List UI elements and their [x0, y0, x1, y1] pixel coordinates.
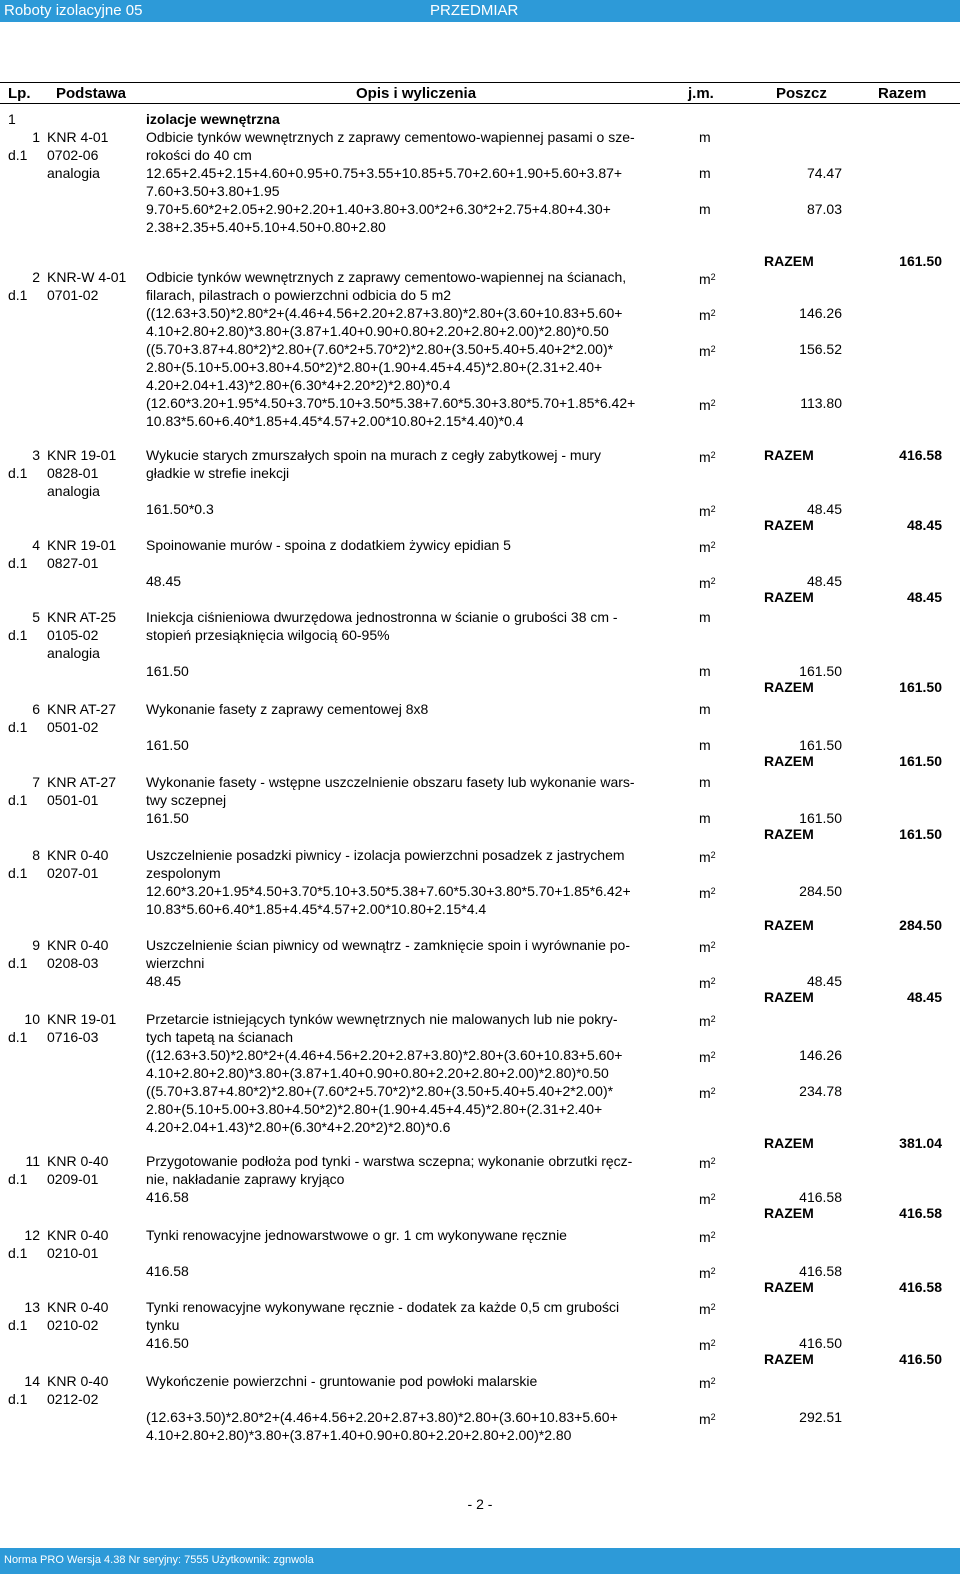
calc-unit: $m^2$: [699, 1049, 716, 1065]
razem-total: 416.50: [899, 1351, 942, 1367]
item-basis-line: KNR AT-27: [47, 774, 116, 790]
item-basis-line: KNR 19-01: [47, 447, 117, 463]
item-description-line: Wykończenie powierzchni - gruntowanie pod powłoki malarskie: [146, 1373, 538, 1389]
razem-total: 48.45: [906, 517, 942, 533]
item-d-label: d.1: [8, 792, 28, 808]
item-basis-line: KNR 0-40: [47, 1227, 109, 1243]
item-basis-line: 0501-01: [47, 792, 99, 808]
item-number: 5: [32, 609, 40, 625]
item-basis-line: KNR 0-40: [47, 847, 109, 863]
calc-value: 416.50: [799, 1335, 842, 1351]
item-description-line: Wykonanie fasety - wstępne uszczelnienie obszaru fasety lub wykonanie wars-: [146, 774, 635, 790]
item-description-line: Tynki renowacyjne jednowarstwowe o gr. 1 cm wykonywane ręcznie: [146, 1227, 567, 1243]
item-basis-line: 0210-02: [47, 1317, 99, 1333]
item-number: 8: [32, 847, 40, 863]
calc-value: 146.26: [799, 1047, 842, 1063]
razem-label: RAZEM: [764, 1279, 814, 1295]
item-number: 12: [24, 1227, 40, 1243]
razem-label: RAZEM: [764, 917, 814, 933]
item-d-label: d.1: [8, 1029, 28, 1045]
calc-value: 416.58: [799, 1189, 842, 1205]
item-basis-line: KNR-W 4-01: [47, 269, 127, 285]
page-number: - 2 -: [467, 1496, 493, 1512]
calc-unit: $m^2$: [699, 1411, 716, 1427]
item-d-label: d.1: [8, 1171, 28, 1187]
item-number: 14: [24, 1373, 40, 1389]
razem-total: 284.50: [899, 917, 942, 933]
item-description-line: rokości do 40 cm: [146, 147, 252, 163]
item-d-label: d.1: [8, 465, 28, 481]
calc-line: 12.60*3.20+1.95*4.50+3.70*5.10+3.50*5.38+7.60*5.30+3.80*5.70+1.85*6.42+: [146, 883, 631, 899]
calc-line: 48.45: [146, 973, 182, 989]
calc-line: 416.58: [146, 1263, 189, 1279]
razem-label: RAZEM: [764, 1135, 814, 1151]
calc-line: 4.10+2.80+2.80)*3.80+(3.87+1.40+0.90+0.80+2.20+2.80+2.00)*2.80)*0.50: [146, 323, 609, 339]
calc-value: 74.47: [806, 165, 842, 181]
page-footer-bar: [0, 1548, 960, 1574]
item-number: 13: [24, 1299, 40, 1315]
calc-line: ((5.70+3.87+4.80*2)*2.80+(7.60*2+5.70*2)*2.80+(3.50+5.40+5.40+2*2.00)*: [146, 1083, 614, 1099]
calc-unit: m: [699, 201, 711, 217]
calc-line: ((12.63+3.50)*2.80*2+(4.46+4.56+2.20+2.87+3.80)*2.80+(3.60+10.83+5.60+: [146, 1047, 623, 1063]
calc-line: 2.38+2.35+5.40+5.10+4.50+0.80+2.80: [146, 219, 386, 235]
calc-line: (12.63+3.50)*2.80*2+(4.46+4.56+2.20+2.87+3.80)*2.80+(3.60+10.83+5.60+: [146, 1409, 618, 1425]
item-description-line: twy sczepnej: [146, 792, 227, 808]
item-description-line: zespolonym: [146, 865, 221, 881]
col-podstawa: Podstawa: [56, 85, 127, 102]
calc-line: 2.80+(5.10+5.00+3.80+4.50*2)*2.80+(1.90+4.45+4.45)*2.80+(2.31+2.40+: [146, 1101, 603, 1117]
razem-label: RAZEM: [764, 253, 814, 269]
item-description-line: Spoinowanie murów - spoina z dodatkiem żywicy epidian 5: [146, 537, 511, 553]
footer-text: Norma PRO Wersja 4.38 Nr seryjny: 7555 Użytkownik: zgnwola: [4, 1554, 314, 1566]
razem-total: 161.50: [899, 253, 942, 269]
calc-unit: $m^2$: [699, 307, 716, 323]
col-jm: j.m.: [688, 85, 714, 102]
item-basis-line: analogia: [47, 165, 100, 181]
item-number: 6: [32, 701, 40, 717]
item-unit: m: [699, 701, 711, 717]
item-description-line: stopień przesiąknięcia wilgocią 60-95%: [146, 627, 390, 643]
calc-value: 161.50: [799, 810, 842, 826]
calc-unit: $m^2$: [699, 575, 716, 591]
col-lp: Lp.: [8, 85, 31, 102]
item-basis-line: KNR 0-40: [47, 1299, 109, 1315]
item-description-line: Odbicie tynków wewnętrznych z zaprawy cementowo-wapiennej pasami o sze-: [146, 129, 635, 145]
item-description-line: gładkie w strefie inekcji: [146, 465, 290, 481]
calc-value: 113.80: [800, 395, 842, 411]
calc-line: 48.45: [146, 573, 182, 589]
calc-unit: $m^2$: [699, 1085, 716, 1101]
calc-unit: $m^2$: [699, 975, 716, 991]
calc-line: 416.58: [146, 1189, 189, 1205]
item-description-line: Iniekcja ciśnieniowa dwurzędowa jednostronna w ścianie o grubości 38 cm -: [146, 609, 618, 625]
item-description-line: Odbicie tynków wewnętrznych z zaprawy cementowo-wapiennej na ścianach,: [146, 269, 627, 285]
calc-value: 416.58: [799, 1263, 842, 1279]
item-unit: $m^2$: [699, 1013, 716, 1029]
calc-line: (12.60*3.20+1.95*4.50+3.70*5.10+3.50*5.38+7.60*5.30+3.80*5.70+1.85*6.42+: [146, 395, 636, 411]
item-basis-line: KNR 0-40: [47, 1373, 109, 1389]
item-basis-line: KNR AT-25: [47, 609, 116, 625]
calc-unit: $m^2$: [699, 1337, 716, 1353]
section-number: 1: [8, 111, 16, 127]
item-unit: m: [699, 774, 711, 790]
razem-total: 416.58: [899, 1279, 942, 1295]
item-number: 7: [32, 774, 40, 790]
item-description-line: Uszczelnienie ścian piwnicy od wewnątrz - zamknięcie spoin i wyrównanie po-: [146, 937, 630, 953]
razem-label: RAZEM: [764, 679, 814, 695]
item-description-line: Uszczelnienie posadzki piwnicy - izolacja powierzchni posadzek z jastrychem: [146, 847, 625, 863]
item-description-line: tynku: [146, 1317, 180, 1333]
calc-unit: $m^2$: [699, 343, 716, 359]
calc-line: 4.10+2.80+2.80)*3.80+(3.87+1.40+0.90+0.80+2.20+2.80+2.00)*2.80: [146, 1427, 572, 1443]
item-d-label: d.1: [8, 719, 28, 735]
item-number: 1: [32, 129, 40, 145]
razem-label: RAZEM: [764, 989, 814, 1005]
item-description-line: tych tapetą na ścianach: [146, 1029, 294, 1045]
razem-label: RAZEM: [764, 1205, 814, 1221]
item-basis-line: KNR 4-01: [47, 129, 109, 145]
calc-value: 284.50: [799, 883, 842, 899]
calc-unit: m: [699, 810, 711, 826]
calc-unit: m: [699, 165, 711, 181]
calc-unit: m: [699, 737, 711, 753]
calc-line: 161.50: [146, 663, 189, 679]
item-basis-line: 0207-01: [47, 865, 99, 881]
calc-line: 4.20+2.04+1.43)*2.80+(6.30*4+2.20*2)*2.80)*0.4: [146, 377, 451, 393]
item-unit: $m^2$: [699, 1155, 716, 1171]
razem-total: 48.45: [906, 989, 942, 1005]
item-unit: $m^2$: [699, 1229, 716, 1245]
item-description-line: wierzchni: [146, 955, 205, 971]
razem-total: 416.58: [899, 447, 942, 463]
calc-unit: $m^2$: [699, 503, 716, 519]
item-number: 11: [25, 1153, 40, 1169]
item-unit: $m^2$: [699, 939, 716, 955]
calc-line: 4.10+2.80+2.80)*3.80+(3.87+1.40+0.90+0.80+2.20+2.80+2.00)*2.80)*0.50: [146, 1065, 609, 1081]
calc-line: 12.65+2.45+2.15+4.60+0.95+0.75+3.55+10.85+5.70+2.60+1.90+5.60+3.87+: [146, 165, 623, 181]
razem-total: 161.50: [899, 826, 942, 842]
item-unit: $m^2$: [699, 849, 716, 865]
item-basis-line: KNR 19-01: [47, 537, 117, 553]
calc-unit: $m^2$: [699, 885, 716, 901]
calc-value: 48.45: [806, 501, 842, 517]
col-poszcz: Poszcz: [776, 85, 827, 102]
item-unit: $m^2$: [699, 271, 716, 287]
calc-line: 10.83*5.60+6.40*1.85+4.45*4.57+2.00*10.80+2.15*4.40)*0.4: [146, 413, 524, 429]
razem-total: 48.45: [906, 589, 942, 605]
item-basis-line: 0212-02: [47, 1391, 99, 1407]
item-number: 2: [32, 269, 40, 285]
item-number: 3: [32, 447, 40, 463]
calc-value: 156.52: [799, 341, 842, 357]
calc-value: 292.51: [799, 1409, 842, 1425]
col-razem: Razem: [878, 85, 927, 102]
calc-line: 161.50: [146, 737, 189, 753]
item-basis-line: 0208-03: [47, 955, 99, 971]
item-number: 10: [24, 1011, 40, 1027]
calc-line: 7.60+3.50+3.80+1.95: [146, 183, 280, 199]
item-unit: $m^2$: [699, 539, 716, 555]
document-type: PRZEDMIAR: [430, 2, 519, 19]
razem-label: RAZEM: [764, 826, 814, 842]
col-opis: Opis i wyliczenia: [356, 85, 477, 102]
item-basis-line: KNR 0-40: [47, 1153, 109, 1169]
calc-unit: $m^2$: [699, 1191, 716, 1207]
calc-line: 416.50: [146, 1335, 189, 1351]
item-unit: $m^2$: [699, 1301, 716, 1317]
calc-unit: $m^2$: [699, 1265, 716, 1281]
calc-line: 4.20+2.04+1.43)*2.80+(6.30*4+2.20*2)*2.80)*0.6: [146, 1119, 451, 1135]
item-description-line: Przetarcie istniejących tynków wewnętrznych nie malowanych lub nie pokry-: [146, 1011, 618, 1027]
calc-value: 161.50: [799, 737, 842, 753]
razem-total: 161.50: [899, 679, 942, 695]
item-basis-line: analogia: [47, 645, 100, 661]
item-description-line: Wykucie starych zmurszałych spoin na murach z cegły zabytkowej - mury: [146, 447, 602, 463]
item-basis-line: 0828-01: [47, 465, 99, 481]
item-number: 4: [32, 537, 40, 553]
item-description-line: Tynki renowacyjne wykonywane ręcznie - dodatek za każde 0,5 cm grubości: [146, 1299, 620, 1315]
item-unit: $m^2$: [699, 1375, 716, 1391]
razem-label: RAZEM: [764, 753, 814, 769]
document-title: Roboty izolacyjne 05: [4, 2, 143, 19]
calc-value: 87.03: [806, 201, 842, 217]
item-description-line: filarach, pilastrach o powierzchni odbicia do 5 m2: [146, 287, 452, 303]
razem-label: RAZEM: [764, 447, 814, 463]
calc-value: 146.26: [799, 305, 842, 321]
item-description-line: nie, nakładanie zaprawy kryjąco: [146, 1171, 345, 1187]
calc-value: 48.45: [806, 973, 842, 989]
calc-line: 9.70+5.60*2+2.05+2.90+2.20+1.40+3.80+3.00*2+6.30*2+2.75+4.80+4.30+: [146, 201, 611, 217]
item-d-label: d.1: [8, 1317, 28, 1333]
item-unit: m: [699, 609, 711, 625]
item-d-label: d.1: [8, 287, 28, 303]
calc-value: 234.78: [799, 1083, 842, 1099]
item-basis-line: 0210-01: [47, 1245, 99, 1261]
item-d-label: d.1: [8, 627, 28, 643]
item-basis-line: KNR 0-40: [47, 937, 109, 953]
item-basis-line: 0702-06: [47, 147, 99, 163]
section-title: izolacje wewnętrzna: [146, 111, 280, 127]
calc-line: 2.80+(5.10+5.00+3.80+4.50*2)*2.80+(1.90+4.45+4.45)*2.80+(2.31+2.40+: [146, 359, 603, 375]
item-basis-line: 0209-01: [47, 1171, 99, 1187]
razem-label: RAZEM: [764, 517, 814, 533]
item-description-line: Przygotowanie podłoża pod tynki - warstwa sczepna; wykonanie obrzutki ręcz-: [146, 1153, 633, 1169]
item-basis-line: 0701-02: [47, 287, 99, 303]
item-basis-line: 0501-02: [47, 719, 99, 735]
item-basis-line: KNR AT-27: [47, 701, 116, 717]
razem-total: 381.04: [899, 1135, 942, 1151]
calc-value: 161.50: [799, 663, 842, 679]
calc-unit: m: [699, 663, 711, 679]
item-unit: $m^2$: [699, 449, 716, 465]
item-d-label: d.1: [8, 1245, 28, 1261]
item-basis-line: analogia: [47, 483, 100, 499]
item-d-label: d.1: [8, 555, 28, 571]
calc-line: ((5.70+3.87+4.80*2)*2.80+(7.60*2+5.70*2)*2.80+(3.50+5.40+5.40+2*2.00)*: [146, 341, 614, 357]
item-d-label: d.1: [8, 147, 28, 163]
item-unit: m: [699, 129, 711, 145]
calc-line: ((12.63+3.50)*2.80*2+(4.46+4.56+2.20+2.87+3.80)*2.80+(3.60+10.83+5.60+: [146, 305, 623, 321]
item-d-label: d.1: [8, 1391, 28, 1407]
item-basis-line: 0827-01: [47, 555, 99, 571]
item-basis-line: KNR 19-01: [47, 1011, 117, 1027]
calc-line: 161.50*0.3: [146, 501, 214, 517]
razem-total: 161.50: [899, 753, 942, 769]
calc-line: 10.83*5.60+6.40*1.85+4.45*4.57+2.00*10.80+2.15*4.4: [146, 901, 487, 917]
item-d-label: d.1: [8, 955, 28, 971]
calc-line: 161.50: [146, 810, 189, 826]
razem-label: RAZEM: [764, 1351, 814, 1367]
calc-unit: $m^2$: [699, 397, 716, 413]
razem-total: 416.58: [899, 1205, 942, 1221]
item-basis-line: 0105-02: [47, 627, 99, 643]
item-basis-line: 0716-03: [47, 1029, 99, 1045]
razem-label: RAZEM: [764, 589, 814, 605]
item-number: 9: [32, 937, 40, 953]
item-d-label: d.1: [8, 865, 28, 881]
item-description-line: Wykonanie fasety z zaprawy cementowej 8x8: [146, 701, 429, 717]
calc-value: 48.45: [806, 573, 842, 589]
